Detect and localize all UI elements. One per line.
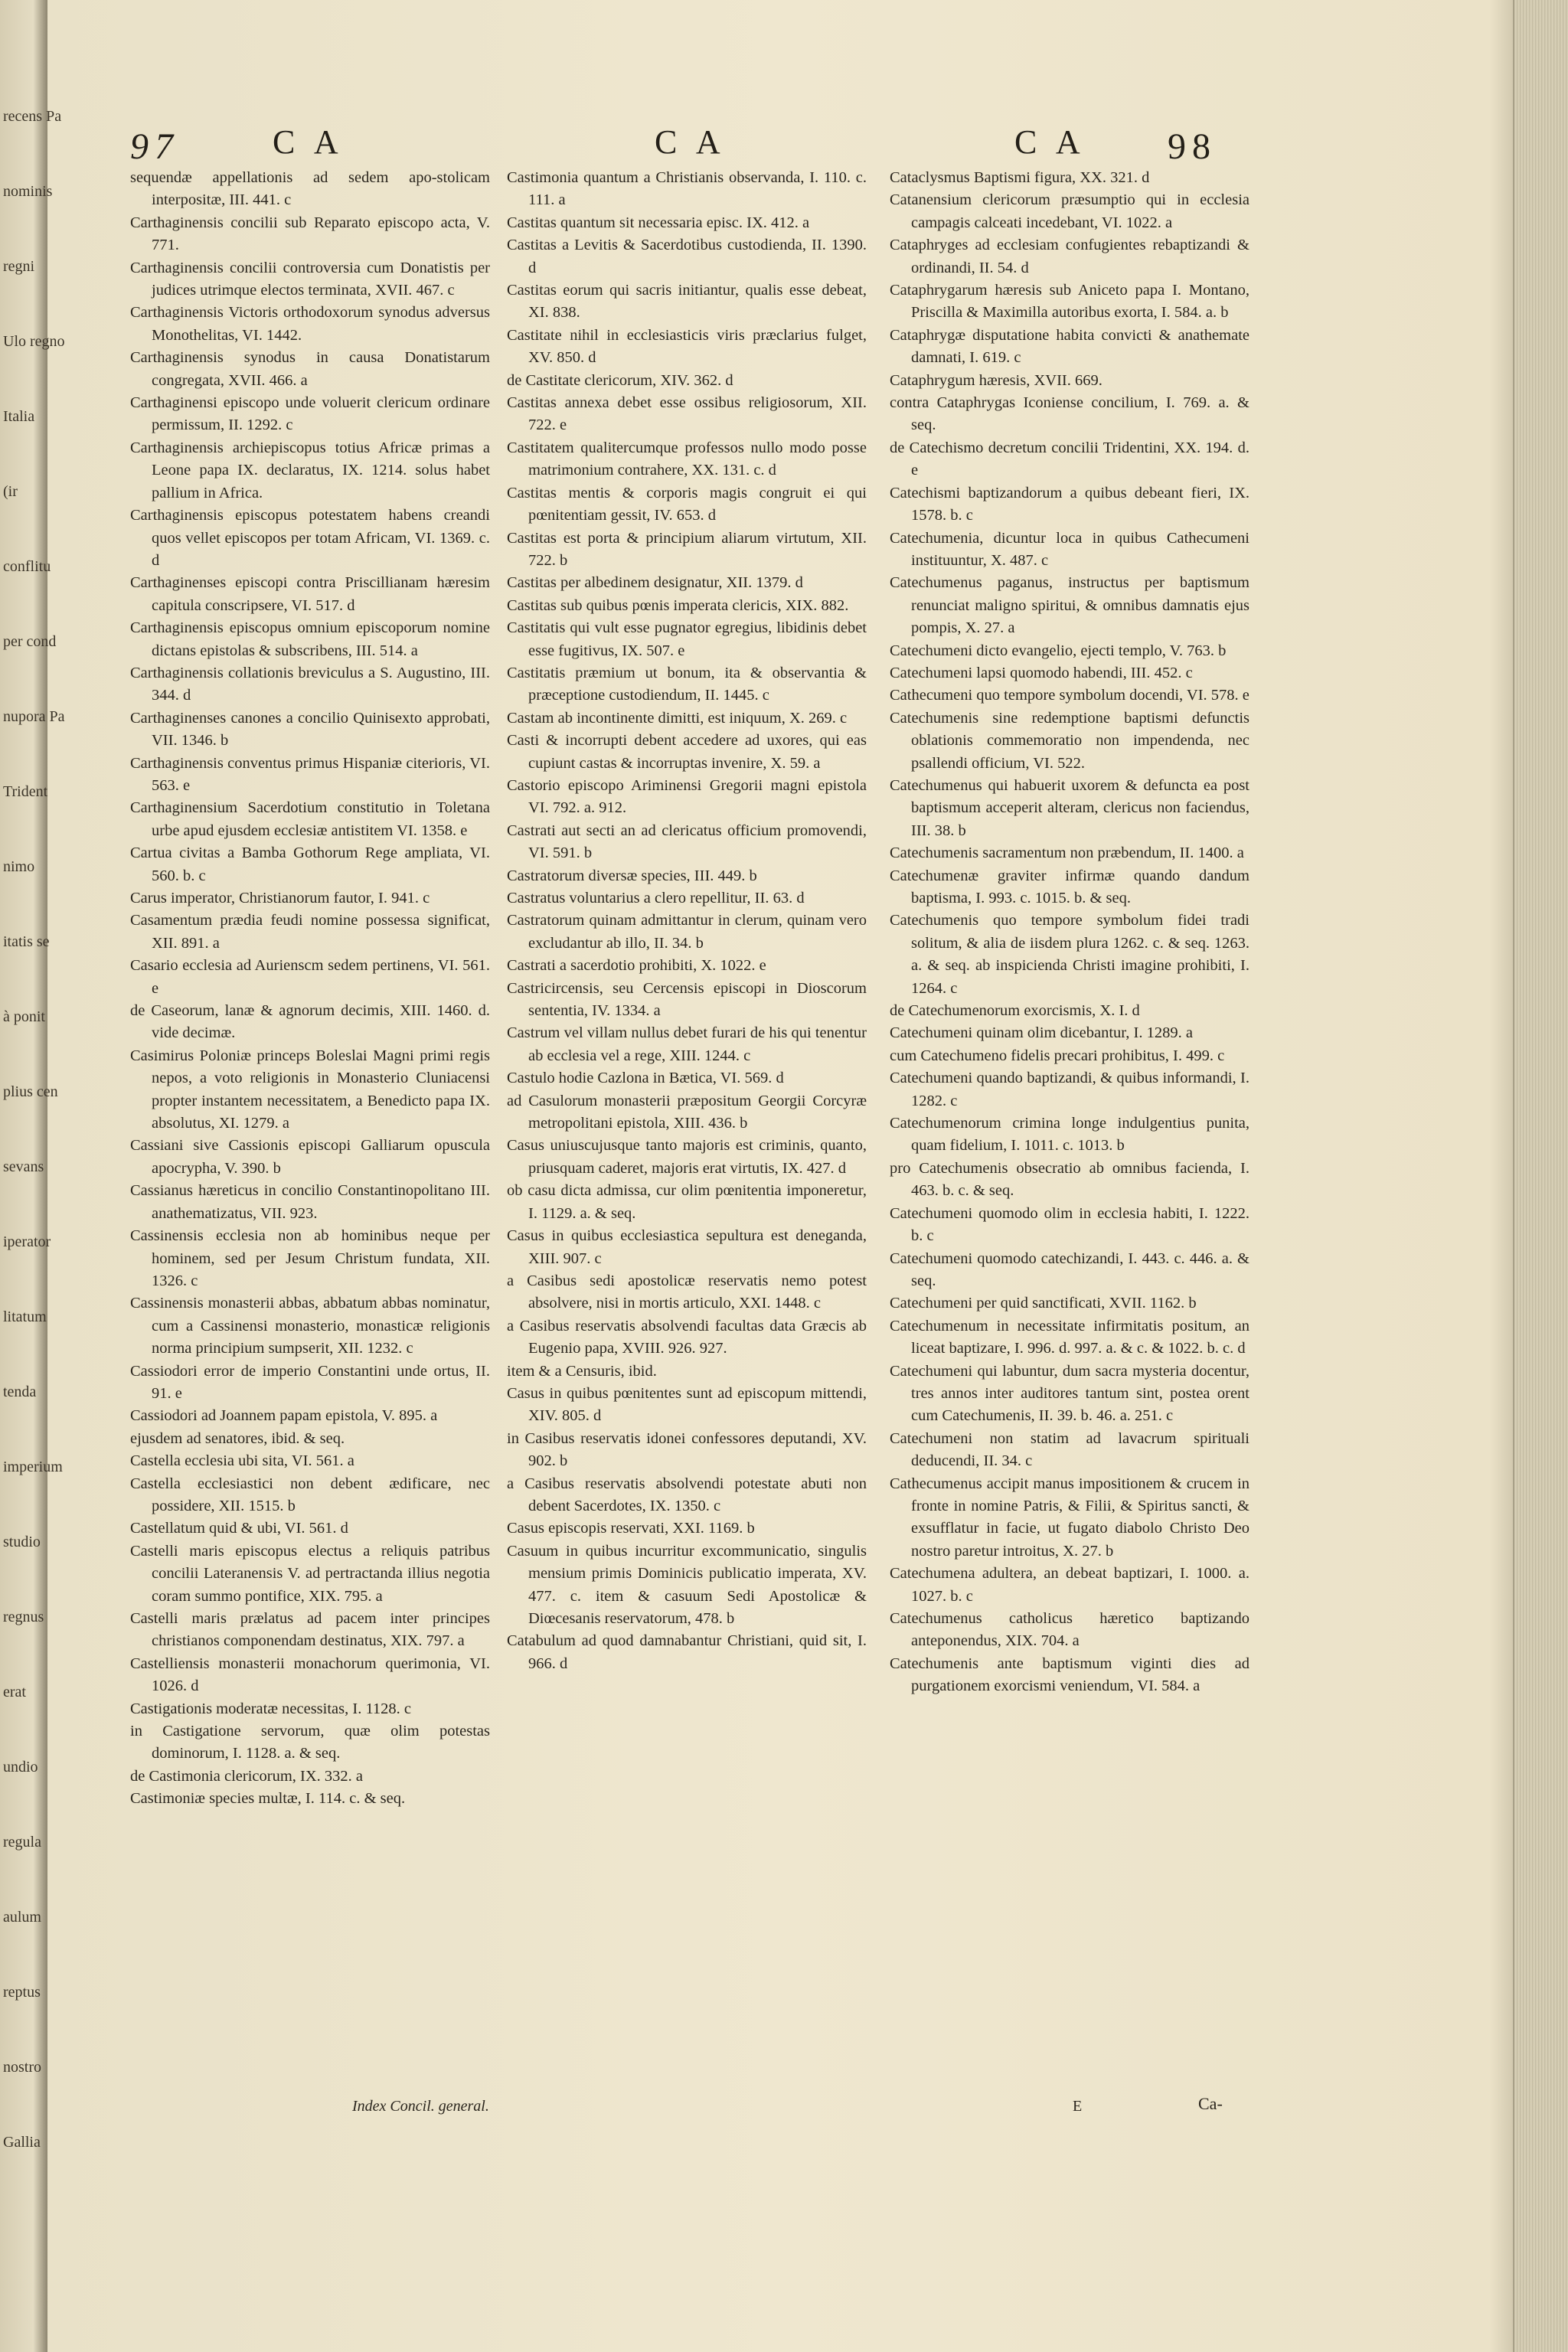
index-entry: Catechumeni quomodo catechizandi, I. 443. c. 446. a. & seq. (890, 1250, 1250, 1289)
index-entry: in Castigatione servorum, quæ olim potestas dominorum, I. 1128. a. & seq. (130, 1723, 490, 1762)
index-column-3 (890, 167, 1250, 1698)
index-entry: Cataphrygum hæresis, XVII. 669. (890, 371, 1102, 389)
index-entry: Catechumenus qui habuerit uxorem & defuncta ea post baptismum acceperit alteram, clericus non faciendus, III. 38. b (890, 776, 1250, 839)
previous-page-edge (0, 0, 65, 2352)
index-entry: Carthaginenses canones a concilio Quinisexto approbati, VII. 1346. b (130, 709, 490, 750)
index-entry: Cataphrygæ disputatione habita convicti & anathemate damnati, I. 619. c (890, 326, 1250, 367)
index-entry: Castrati aut secti an ad clericatus officium promovendi, VI. 591. b (507, 822, 867, 862)
previous-page-fragment: nominis (3, 183, 53, 200)
index-entry: Castam ab incontinente dimitti, est iniquum, X. 269. c (507, 709, 848, 727)
index-entry: Castricircensis, seu Cercensis episcopi in Dioscorum sententia, IV. 1334. a (507, 979, 867, 1020)
index-entry: Castellatum quid & ubi, VI. 561. d (130, 1520, 348, 1537)
index-entry: Castimoniæ species multæ, I. 114. c. & seq. (130, 1790, 406, 1808)
index-entry: Cassianus hæreticus in concilio Constantinopolitano III. anathematizatus, VII. 923. (130, 1182, 490, 1222)
previous-page-fragment: Italia (3, 408, 35, 425)
index-entry: Cataphryges ad ecclesiam confugientes rebaptizandi & ordinandi, II. 54. d (890, 237, 1250, 276)
index-entry: Casti & incorrupti debent accedere ad uxores, qui eas cupiunt castas & incorruptas invenire, X. 59. a (507, 732, 867, 772)
previous-page-fragment: regnus (3, 1609, 44, 1625)
index-entry: pro Catechumenis obsecratio ab omnibus facienda, I. 463. b. c. & seq. (890, 1159, 1250, 1200)
index-entry: Catechumenia, dicuntur loca in quibus Cathecumeni instituuntur, X. 487. c (890, 529, 1250, 569)
index-entry: de Castimonia clericorum, IX. 332. a (130, 1767, 363, 1785)
column-heading-1: C A (273, 123, 345, 161)
footer-title: Index Concil. general. (352, 2098, 489, 2115)
index-entry: Catechumenis ante baptismum viginti dies ad purgationem exorcismi veniendum, VI. 584. a (890, 1655, 1250, 1695)
index-entry: Cathecumenus accipit manus impositionem & crucem in fronte in nomine Patris, & Filii, & Spiritus sancti, & exsufflatur in facie, ut fugato diabolo Christo Deo nostro paretur introitus, X. 27. b (890, 1475, 1250, 1560)
previous-page-fragment: iperator (3, 1233, 51, 1250)
index-entry: Castratus voluntarius a clero repellitur, II. 63. d (507, 890, 805, 906)
index-entry: ad Casulorum monasterii præpositum Georgii Corcyræ metropolitani epistola, XIII. 436. b (507, 1092, 867, 1132)
index-entry: Carthaginenses episcopi contra Priscillianam hæresim capitula conscripsere, VI. 517. d (130, 574, 490, 614)
index-entry: Castitas sub quibus pœnis imperata clericis, XIX. 882. (507, 596, 849, 614)
column-heading-2: C A (655, 123, 727, 161)
index-entry: Castelli maris episcopus electus a reliquis patribus concilii Lateranensis V. ad pertractanda illius negotia coram summo pontifice, XIX. 795. a (130, 1542, 490, 1605)
index-entry: Catechumenus catholicus hæretico baptizando anteponendus, XIX. 704. a (890, 1610, 1250, 1650)
index-entry: Catechumena adultera, an debeat baptizari, I. 1000. a. 1027. b. c (890, 1565, 1250, 1605)
index-entry: Carthaginensis collationis breviculus a S. Augustino, III. 344. d (130, 664, 490, 704)
index-entry: Castitate nihil in ecclesiasticis viris præclarius fulget, XV. 850. d (507, 326, 867, 367)
index-entry: Carthaginensium Sacerdotium constitutio in Toletana urbe apud ejusdem ecclesiæ antistitem VI. 1358. e (130, 799, 490, 839)
page-number-left: 97 (130, 126, 179, 167)
index-entry: Catechumenæ graviter infirmæ quando dandum baptisma, I. 993. c. 1015. b. & seq. (890, 867, 1250, 906)
index-entry: Catanensium clericorum præsumptio qui in ecclesia campagis calceati incedebant, VI. 1022. a (890, 191, 1250, 231)
previous-page-fragment: à ponit (3, 1008, 45, 1025)
index-entry: Carthaginensis Victoris orthodoxorum synodus adversus Monothelitas, VI. 1442. (130, 304, 490, 344)
index-entry: Castigationis moderatæ necessitas, I. 1128. c (130, 1700, 412, 1717)
index-entry: Casus episcopis reservati, XXI. 1169. b (507, 1520, 755, 1537)
previous-page-fragment: nimo (3, 858, 35, 875)
previous-page-fragment: undio (3, 1759, 38, 1775)
index-entry: Castella ecclesiastici non debent ædificare, nec possidere, XII. 1515. b (130, 1475, 490, 1514)
index-column-2 (507, 167, 867, 1675)
previous-page-fragment: Trident (3, 783, 48, 800)
index-entry: Castelliensis monasterii monachorum querimonia, VI. 1026. d (130, 1655, 490, 1695)
index-entry: Castrati a sacerdotio prohibiti, X. 1022. e (507, 957, 766, 975)
index-entry: Catechumeni quinam olim dicebantur, I. 1289. a (890, 1024, 1193, 1042)
index-entry: Carus imperator, Christianorum fautor, I. 941. c (130, 890, 430, 906)
page-number-right: 98 (1168, 126, 1217, 167)
index-entry: Castella ecclesia ubi sita, VI. 561. a (130, 1452, 354, 1470)
index-entry: Catechumenis sacramentum non præbendum, II. 1400. a (890, 844, 1244, 862)
page-stack-edge (1513, 0, 1568, 2352)
index-entry: Carthaginensis concilii sub Reparato episcopo acta, V. 771. (130, 214, 490, 254)
index-entry: Castelli maris prælatus ad pacem inter principes christianos componendam destinatus, XIX. 797. a (130, 1610, 490, 1650)
index-entry: Castitas quantum sit necessaria episc. IX. 412. a (507, 214, 810, 231)
previous-page-fragment: Ulo regno (3, 333, 65, 350)
index-entry: Catechumeni lapsi quomodo habendi, III. 452. c (890, 664, 1193, 681)
index-entry: Catechumeni quando baptizandi, & quibus informandi, I. 1282. c (890, 1070, 1250, 1109)
index-entry: Castrum vel villam nullus debet furari de his qui tenentur ab ecclesia vel a rege, XIII. 1244. c (507, 1024, 867, 1064)
index-entry: Cataphrygarum hæresis sub Aniceto papa I. Montano, Priscilla & Maximilla autoribus exorta, I. 584. a. b (890, 282, 1250, 322)
index-entry: ob casu dicta admissa, cur olim pœnitentia imponeretur, I. 1129. a. & seq. (507, 1182, 867, 1222)
index-entry: Casus uniuscujusque tanto majoris est criminis, quanto, priusquam caderet, majoris erat virtutis, IX. 427. d (507, 1137, 867, 1177)
index-entry: Catechumenis quo tempore symbolum fidei tradi solitum, & alia de iisdem plura 1262. c. & seq. 1263. a. & seq. ab inspicienda Christi imagine prohibiti, I. 1264. c (890, 912, 1250, 997)
index-entry: Cartua civitas a Bamba Gothorum Rege ampliata, VI. 560. b. c (130, 844, 490, 884)
previous-page-fragment: (ir (3, 483, 18, 500)
index-entry: ejusdem ad senatores, ibid. & seq. (130, 1429, 345, 1447)
index-entry: Castulo hodie Cazlona in Bætica, VI. 569. d (507, 1070, 784, 1087)
previous-page-fragment: regula (3, 1834, 41, 1851)
index-entry: Castitatem qualitercumque professos nullo modo posse matrimonium contrahere, XX. 131. c. d (507, 439, 867, 479)
index-entry: Carthaginensis episcopus potestatem habens creandi quos vellet episcopos per totam Africam, VI. 1369. c. d (130, 507, 490, 569)
index-entry: Casuum in quibus incurritur excommunicatio, singulis mensium primis Dominicis publicatio imperata, XV. 477. c. item & casuum Sedi Apostolicæ & Diœcesanis reservatorum, 478. b (507, 1542, 867, 1627)
index-entry: Casamentum prædia feudi nomine possessa significat, XII. 891. a (130, 912, 490, 952)
previous-page-fragment: conflitu (3, 558, 51, 575)
previous-page-fragment: erat (3, 1684, 26, 1700)
index-entry: in Casibus reservatis idonei confessores deputandi, XV. 902. b (507, 1429, 867, 1470)
index-entry: Casario ecclesia ad Aurienscm sedem pertinens, VI. 561. e (130, 957, 490, 997)
index-entry: de Castitate clericorum, XIV. 362. d (507, 371, 733, 389)
index-entry: cum Catechumeno fidelis precari prohibitus, I. 499. c (890, 1047, 1225, 1064)
index-entry: Catechumenus paganus, instructus per baptismum renunciat maligno spiritui, & omnibus damnatis ejus pompis, X. 27. a (890, 574, 1250, 637)
index-entry: Castitas a Levitis & Sacerdotibus custodienda, II. 1390. d (507, 237, 867, 276)
index-entry: Carthaginensis archiepiscopus totius Africæ primas a Leone papa IX. declaratus, IX. 1214. solus habet pallium in Africa. (130, 439, 490, 501)
index-entry: Carthaginensis synodus in causa Donatistarum congregata, XVII. 466. a (130, 349, 490, 389)
index-entry: Castratorum diversæ species, III. 449. b (507, 867, 757, 884)
index-entry: Castitas per albedinem designatur, XII. 1379. d (507, 574, 803, 592)
index-entry: item & a Censuris, ibid. (507, 1362, 657, 1380)
previous-page-fragment: per cond (3, 633, 57, 650)
previous-page-fragment: recens Pa (3, 108, 62, 125)
index-entry: Castitas mentis & corporis magis congruit ei qui pœnitentiam gessit, IV. 653. d (507, 484, 867, 524)
index-entry: Castimonia quantum a Christianis observanda, I. 110. c. 111. a (507, 169, 867, 209)
previous-page-fragment: imperium (3, 1459, 63, 1475)
index-entry: Casus in quibus ecclesiastica sepultura est deneganda, XIII. 907. c (507, 1227, 867, 1267)
running-header (115, 115, 1271, 168)
index-entry: de Catechismo decretum concilii Tridentini, XX. 194. d. e (890, 439, 1250, 479)
index-entry: Cassiani sive Cassionis episcopi Galliarum opuscula apocrypha, V. 390. b (130, 1137, 490, 1177)
index-entry: Cassiodori ad Joannem papam epistola, V. 895. a (130, 1407, 438, 1425)
index-entry: a Casibus reservatis absolvendi potestate abuti non debent Sacerdotes, IX. 1350. c (507, 1475, 867, 1514)
index-entry: Carthaginensis episcopus omnium episcoporum nomine dictans epistolas & subscribens, III. 514. a (130, 619, 490, 659)
index-entry: Catechumeni dicto evangelio, ejecti templo, V. 763. b (890, 642, 1227, 659)
index-entry: Cassiodori error de imperio Constantini unde ortus, II. 91. e (130, 1362, 490, 1402)
index-entry: Castratorum quinam admittantur in clerum, quinam vero excludantur ab illo, II. 34. b (507, 912, 867, 952)
previous-page-fragment: itatis se (3, 933, 50, 950)
index-entry: Castorio episcopo Ariminensi Gregorii magni epistola VI. 792. a. 912. (507, 776, 867, 817)
index-entry: Carthaginensi episcopo unde voluerit clericum ordinare permissum, II. 1292. c (130, 394, 490, 434)
index-entry: a Casibus reservatis absolvendi facultas data Græcis ab Eugenio papa, XVIII. 926. 927. (507, 1317, 867, 1357)
previous-page-fragment: studio (3, 1534, 41, 1550)
index-page (115, 115, 1271, 2274)
index-entry: a Casibus sedi apostolicæ reservatis nemo potest absolvere, nisi in mortis articulo, XXI. 1448. c (507, 1272, 867, 1312)
index-entry: Castitatis præmium ut bonum, ita & observantia & præceptione custodiendum, II. 1445. c (507, 664, 867, 704)
previous-page-fragment: Gallia (3, 2134, 41, 2151)
index-entry: Cassinensis monasterii abbas, abbatum abbas nominatur, cum a Cassinensi monasterio, monasticæ religionis norma principium sumpserit, XII. 1232. c (130, 1295, 490, 1357)
index-entry: Catechumeni non statim ad lavacrum spirituali deducendi, II. 34. c (890, 1429, 1250, 1470)
index-entry: Catechumeni per quid sanctificati, XVII. 1162. b (890, 1295, 1197, 1312)
index-entry: Catechumenum in necessitate infirmitatis positum, an liceat baptizare, I. 996. d. 997. a. & c. & 1022. b. c. d (890, 1317, 1250, 1357)
index-entry: Catechumenis sine redemptione baptismi defunctis oblationis commemoratio non impendenda, nec psallendi officium, VI. 522. (890, 709, 1250, 772)
previous-page-fragment: reptus (3, 1984, 41, 2001)
index-entry: Castitas est porta & principium aliarum virtutum, XII. 722. b (507, 529, 867, 569)
index-entry: Cataclysmus Baptismi figura, XX. 321. d (890, 169, 1150, 186)
index-entry: Catechumeni qui labuntur, dum sacra mysteria docentur, tres annos inter auditores tantum sint, postea orent cum Catechumenis, II. 39. b. 46. a. 251. c (890, 1362, 1250, 1425)
previous-page-fragment: sevans (3, 1158, 44, 1175)
index-entry: sequendæ appellationis ad sedem apo-stolicam interpositæ, III. 441. c (130, 169, 490, 209)
index-column-1 (130, 167, 490, 1811)
signature-mark: E (1073, 2098, 1083, 2115)
index-entry: Castitatis qui vult esse pugnator egregius, libidinis debet esse fugitivus, IX. 507. e (507, 619, 867, 659)
index-entry: Castitas annexa debet esse ossibus religiosorum, XII. 722. e (507, 394, 867, 434)
column-heading-3: C A (1014, 123, 1086, 161)
previous-page-fragment: nupora Pa (3, 708, 65, 725)
index-entry: de Caseorum, lanæ & agnorum decimis, XIII. 1460. d. vide decimæ. (130, 1002, 490, 1042)
index-entry: Catabulum ad quod damnabantur Christiani, quid sit, I. 966. d (507, 1632, 867, 1672)
catchword: Ca- (1198, 2094, 1223, 2113)
previous-page-fragment: aulum (3, 1909, 41, 1926)
index-entry: contra Cataphrygas Iconiense concilium, I. 769. a. & seq. (890, 394, 1250, 434)
index-entry: Cathecumeni quo tempore symbolum docendi, VI. 578. e (890, 687, 1250, 704)
previous-page-fragment: regni (3, 258, 35, 275)
index-entry: Catechismi baptizandorum a quibus debeant fieri, IX. 1578. b. c (890, 484, 1250, 524)
index-entry: Carthaginensis concilii controversia cum Donatistis per judices utrimque electos terminata, XVII. 467. c (130, 259, 490, 299)
index-entry: Catechumeni quomodo olim in ecclesia habiti, I. 1222. b. c (890, 1204, 1250, 1245)
index-entry: Cassinensis ecclesia non ab hominibus neque per hominem, sed per Jesum Christum fundata, XII. 1326. c (130, 1227, 490, 1289)
previous-page-fragment: tenda (3, 1383, 37, 1400)
index-entry: Casus in quibus pœnitentes sunt ad episcopum mittendi, XIV. 805. d (507, 1384, 867, 1425)
previous-page-fragment: nostro (3, 2059, 41, 2076)
index-entry: de Catechumenorum exorcismis, X. I. d (890, 1002, 1140, 1020)
previous-page-fragment: litatum (3, 1308, 47, 1325)
index-entry: Carthaginensis conventus primus Hispaniæ citerioris, VI. 563. e (130, 754, 490, 794)
previous-page-fragment: plius cen (3, 1083, 58, 1100)
index-entry: Castitas eorum qui sacris initiantur, qualis esse debeat, XI. 838. (507, 282, 867, 322)
index-entry: Casimirus Poloniæ princeps Boleslai Magni primi regis nepos, a voto religionis in Monasterio Cluniacensi propter instantem necessitatem, a Benedicto papa IX. absolutus, XI. 1279. a (130, 1047, 490, 1132)
index-entry: Catechumenorum crimina longe indulgentius punita, quam fidelium, I. 1011. c. 1013. b (890, 1115, 1250, 1155)
